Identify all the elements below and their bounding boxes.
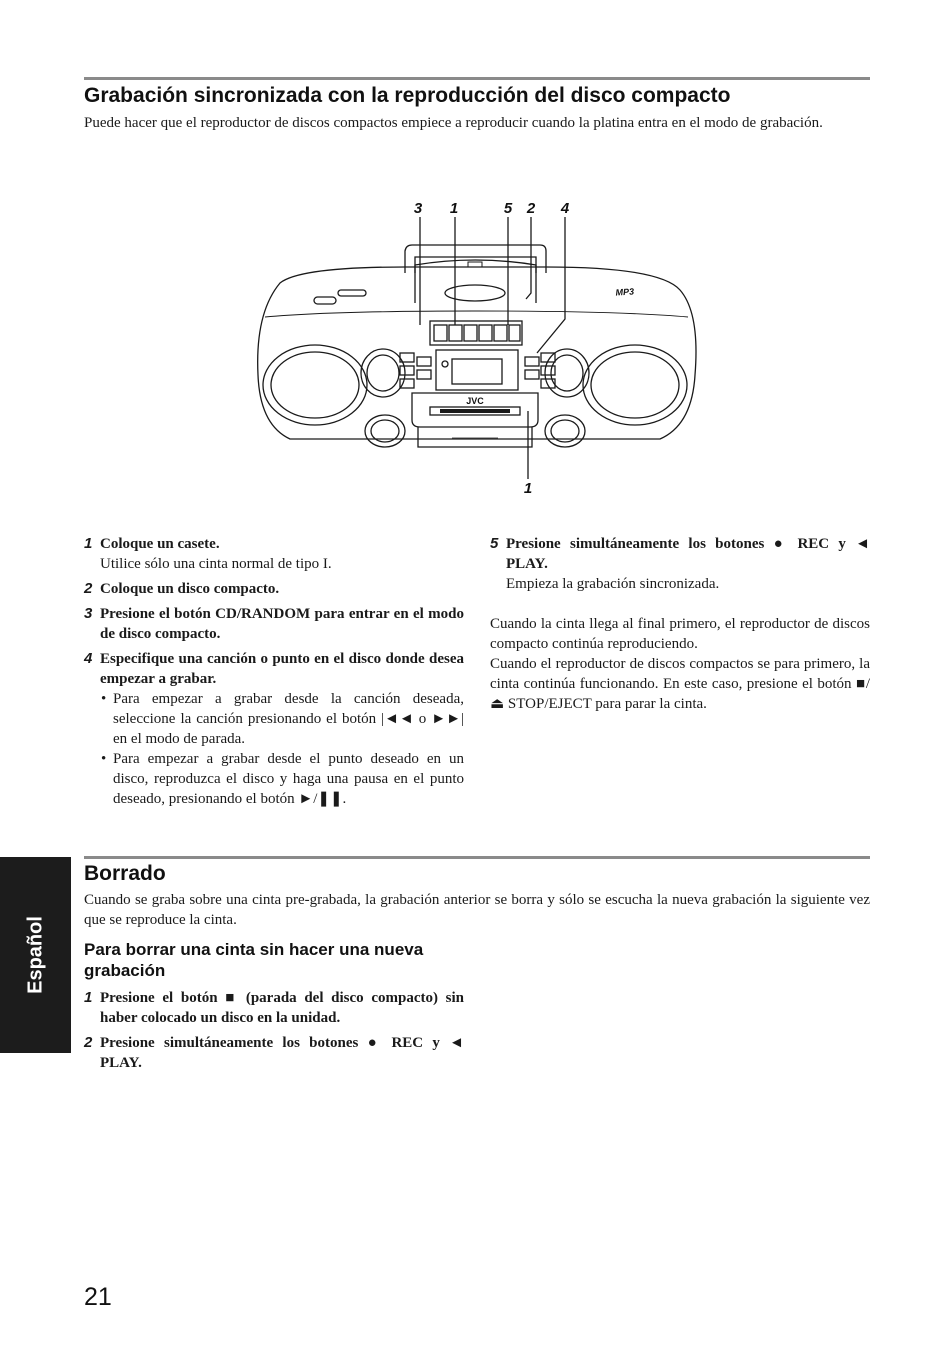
- step-2: [84, 579, 464, 599]
- step-number: 1: [84, 535, 93, 552]
- step-note: Utilice sólo una cinta normal de tipo I.: [100, 556, 332, 572]
- callout-1: 1: [449, 200, 459, 217]
- bullet-item: • Para empezar a grabar desde la canción deseada, seleccione la canción presionando el botón |◄◄ o ►►| en el modo de parada.: [100, 689, 464, 749]
- step-text: Presione el botón ■ (parada del disco compacto) sin haber colocado un disco en la unidad.: [100, 990, 464, 1026]
- step-note: Empieza la grabación sincronizada.: [506, 576, 720, 592]
- step-text: Coloque un casete.: [100, 536, 220, 552]
- callout-3: 3: [413, 200, 423, 217]
- step-number: 2: [84, 580, 93, 597]
- bullet-item: • Para empezar a grabar desde el punto deseado en un disco, reproduzca el disco y haga una pausa en el punto deseado, presionando el botón ►/❚❚.: [100, 749, 464, 809]
- steps-right: [490, 534, 870, 599]
- step-text: Presione el botón CD/RANDOM para entrar en el modo de disco compacto.: [100, 606, 464, 642]
- subsection-title: Para borrar una cinta sin hacer una nueva grabación: [84, 940, 424, 980]
- step-number: 3: [84, 605, 93, 622]
- callout-4: 4: [560, 200, 570, 217]
- callout-5: 5: [503, 200, 513, 217]
- step-5: [490, 534, 870, 594]
- section-title-borrado: Borrado: [84, 862, 166, 885]
- borrado-step-2: [84, 1033, 464, 1073]
- section-intro: Puede hacer que el reproductor de discos compactos empiece a reproducir cuando la platina entra en el modo de grabación.: [84, 115, 823, 131]
- step-bullets: [100, 689, 464, 809]
- step-3: [84, 604, 464, 644]
- step-text: Presione simultáneamente los botones ● REC y ◄ PLAY.: [100, 1035, 464, 1071]
- step-text: Presione simultáneamente los botones ● REC y ◄ PLAY.: [506, 536, 870, 572]
- boombox-illustration: [240, 195, 710, 500]
- steps-left: [84, 534, 464, 814]
- step-1: [84, 534, 464, 574]
- step-number: 4: [84, 650, 93, 667]
- right-paragraph-2: Cuando el reproductor de discos compactos se para primero, la cinta continúa funcionando. En este caso, presione el botón ■/⏏ STOP/EJECT para parar la cinta.: [490, 656, 870, 712]
- section-intro-borrado: Cuando se graba sobre una cinta pre-grabada, la grabación anterior se borra y sólo se escucha la nueva grabación la siguiente vez que se reproduce la cinta.: [84, 892, 870, 928]
- section-title: Grabación sincronizada con la reproducción del disco compacto: [84, 84, 731, 107]
- mp3-badge: MP3: [615, 286, 635, 298]
- step-number: 1: [84, 989, 93, 1006]
- step-number: 5: [490, 535, 499, 552]
- step-text: Coloque un disco compacto.: [100, 581, 280, 597]
- step-4: [84, 649, 464, 809]
- callout-1-bottom: 1: [523, 480, 533, 497]
- right-paragraph-1: Cuando la cinta llega al final primero, el reproductor de discos compacto continúa reproduciendo.: [490, 616, 870, 652]
- section-rule-borrado: [84, 856, 870, 859]
- step-number: 2: [84, 1034, 93, 1051]
- section-rule-top: [84, 77, 870, 80]
- steps-borrado: [84, 988, 464, 1078]
- borrado-step-1: [84, 988, 464, 1028]
- callout-2: 2: [526, 200, 536, 217]
- step-text: Especifique una canción o punto en el disco donde desea empezar a grabar.: [100, 651, 464, 687]
- page-number: 21: [84, 1283, 112, 1311]
- language-label: Español: [24, 916, 46, 994]
- brand-logo: JVC: [466, 396, 484, 406]
- language-tab: [0, 857, 71, 1053]
